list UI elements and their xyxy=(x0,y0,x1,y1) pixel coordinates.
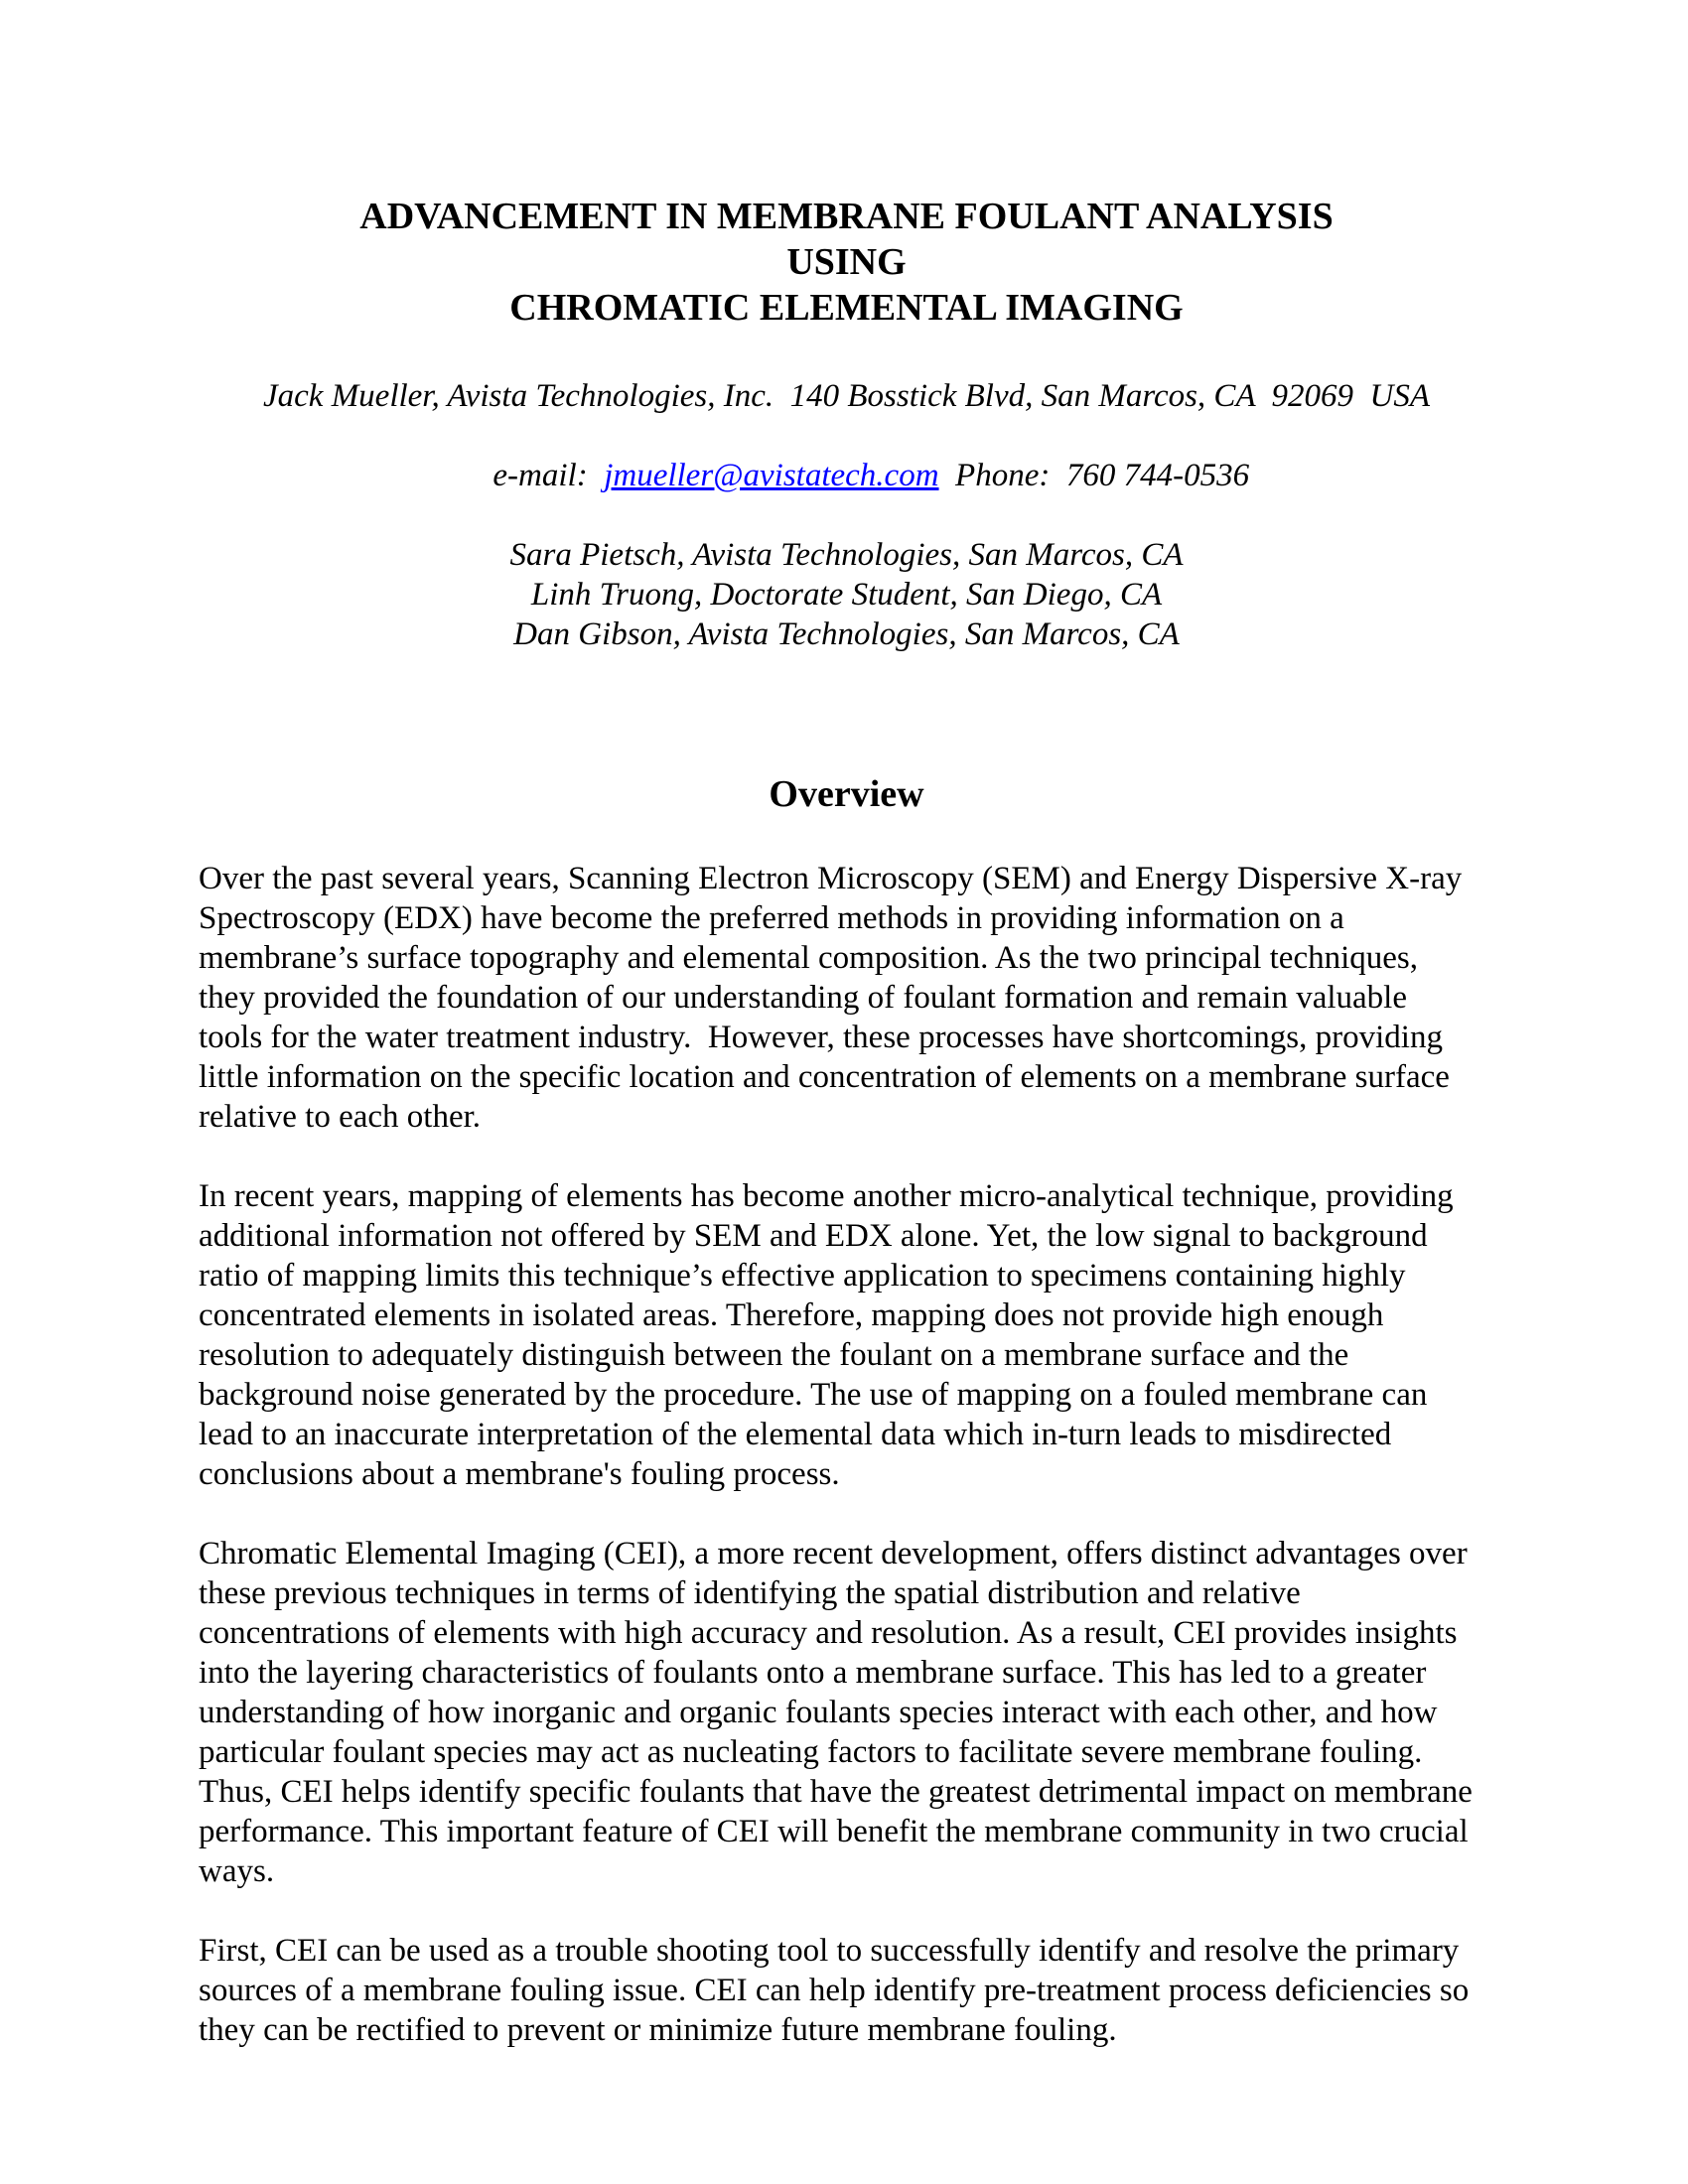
text-line: ways. xyxy=(199,1853,275,1889)
author-line-5: Dan Gibson, Avista Technologies, San Marcos, CA xyxy=(513,616,1180,652)
text-line: performance. This important feature of CEI will benefit the membrane community in two crucial xyxy=(199,1814,1469,1849)
text-line: additional information not offered by SEM and EDX alone. Yet, the low signal to background xyxy=(199,1218,1428,1254)
text-line: concentrations of elements with high accuracy and resolution. As a result, CEI provides insights xyxy=(199,1615,1458,1651)
overview-body xyxy=(199,859,1494,2050)
text-line: Chromatic Elemental Imaging (CEI), a more recent development, offers distinct advantages over xyxy=(199,1536,1468,1571)
text-line: particular foulant species may act as nucleating factors to facilitate severe membrane fouling. xyxy=(199,1734,1423,1770)
overview-paragraph-2 xyxy=(199,1176,1494,1494)
text-line: ratio of mapping limits this technique’s effective application to specimens containing highly xyxy=(199,1258,1406,1294)
text-line: Thus, CEI helps identify specific foulants that have the greatest detrimental impact on membrane xyxy=(199,1774,1473,1810)
text-line: membrane’s surface topography and elemental composition. As the two principal techniques, xyxy=(199,940,1418,976)
author-line-1: Jack Mueller, Avista Technologies, Inc. 140 Bosstick Blvd, San Marcos, CA 92069 USA xyxy=(263,378,1430,414)
text-line: understanding of how inorganic and organic foulants species interact with each other, and how xyxy=(199,1695,1438,1730)
text-line: lead to an inaccurate interpretation of the elemental data which in-turn leads to misdirected xyxy=(199,1417,1392,1452)
text-line: concentrated elements in isolated areas. Therefore, mapping does not provide high enough xyxy=(199,1297,1384,1333)
text-line: relative to each other. xyxy=(199,1099,482,1135)
text-line: these previous techniques in terms of identifying the spatial distribution and relative xyxy=(199,1575,1301,1611)
author-block xyxy=(199,376,1494,654)
text-line: they provided the foundation of our understanding of foulant formation and remain valuable xyxy=(199,980,1407,1016)
overview-paragraph-3 xyxy=(199,1534,1494,1891)
text-line: In recent years, mapping of elements has become another micro-analytical technique, providing xyxy=(199,1178,1454,1214)
author-contact-line xyxy=(199,416,1494,535)
overview-paragraph-4 xyxy=(199,1931,1494,2050)
text-line: tools for the water treatment industry. However, these processes have shortcomings, providing xyxy=(199,1020,1443,1055)
text-line: they can be rectified to prevent or minimize future membrane fouling. xyxy=(199,2012,1117,2048)
paper-title xyxy=(199,194,1494,331)
text-line: USING xyxy=(786,241,907,283)
text-line: ADVANCEMENT IN MEMBRANE FOULANT ANALYSIS xyxy=(359,196,1334,237)
text-line: First, CEI can be used as a trouble shooting tool to successfully identify and resolve the primary xyxy=(199,1933,1460,1969)
text-line: Over the past several years, Scanning Electron Microscopy (SEM) and Energy Dispersive X-ray xyxy=(199,861,1463,896)
text-line: resolution to adequately distinguish between the foulant on a membrane surface and the xyxy=(199,1337,1349,1373)
overview-paragraph-1 xyxy=(199,859,1494,1137)
text-line: sources of a membrane fouling issue. CEI can help identify pre-treatment process deficiencies so xyxy=(199,1973,1470,2008)
phone-label: Phone: 760 744-0536 xyxy=(938,458,1250,493)
section-heading-overview: Overview xyxy=(769,773,924,815)
author-line-3: Sara Pietsch, Avista Technologies, San Marcos, CA xyxy=(509,537,1184,573)
text-line: little information on the specific location and concentration of elements on a membrane surface xyxy=(199,1059,1450,1095)
text-line: CHROMATIC ELEMENTAL IMAGING xyxy=(509,287,1184,329)
text-line: conclusions about a membrane's fouling process. xyxy=(199,1456,840,1492)
author-line-4: Linh Truong, Doctorate Student, San Diego, CA xyxy=(530,577,1163,613)
email-label: e-mail: xyxy=(492,458,605,493)
text-line: into the layering characteristics of foulants onto a membrane surface. This has led to a greater xyxy=(199,1655,1427,1691)
email-link[interactable]: jmueller@avistatech.com xyxy=(604,458,939,493)
text-line: background noise generated by the procedure. The use of mapping on a fouled membrane can xyxy=(199,1377,1428,1413)
text-line: Spectroscopy (EDX) have become the preferred methods in providing information on a xyxy=(199,900,1344,936)
